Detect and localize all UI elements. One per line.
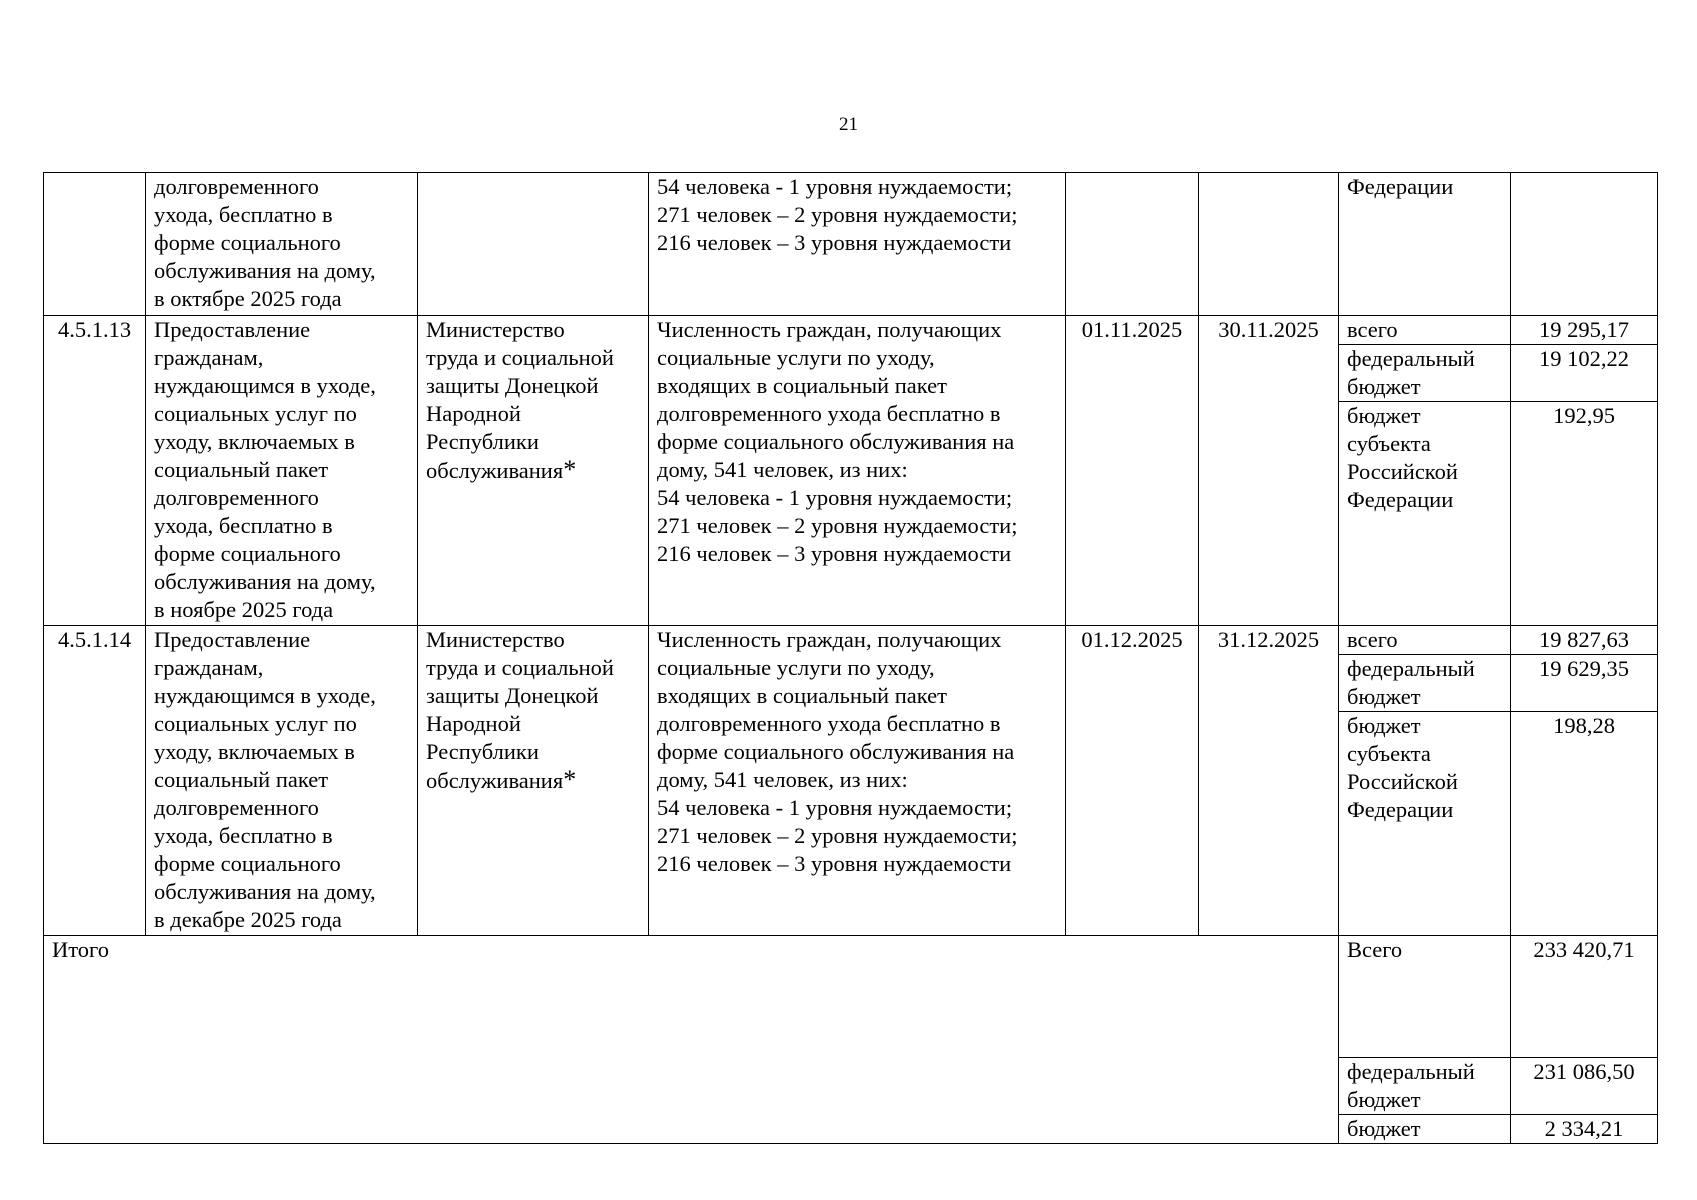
budget-source-line: бюджет [1347, 1087, 1421, 1112]
executor-line: Республики [426, 429, 539, 454]
totals-row [44, 936, 1658, 1058]
budget-source-line: бюджет [1347, 684, 1421, 709]
activity-name-line: нуждающимся в уходе, [154, 373, 376, 398]
indicator-line: социальные услуги по уходу, [657, 655, 935, 680]
executor-line-text: обслуживания [426, 458, 564, 483]
indicator-line: форме социального обслуживания на [657, 429, 1015, 454]
document-table-wrapper [43, 172, 1658, 1144]
budget-source-line: федеральный [1347, 656, 1475, 681]
indicator-line: 271 человек – 2 уровня нуждаемости; [657, 823, 1018, 848]
budget-source-line: бюджет [1347, 374, 1421, 399]
budget-source-line: федеральный [1347, 1059, 1475, 1084]
budget-source-line: бюджет [1347, 713, 1421, 738]
start-date-cell [1066, 173, 1199, 316]
indicator-line: 216 человек – 3 уровня нуждаемости [657, 230, 1012, 255]
budget-source-line: Российской [1347, 769, 1458, 794]
executor-line [426, 766, 640, 795]
indicator-line: Численность граждан, получающих [657, 627, 1002, 652]
activity-name-line: форме социального [154, 541, 341, 566]
activity-name-line: Предоставление [154, 317, 311, 342]
executor-cell [418, 316, 649, 626]
executor-line: Народной [426, 711, 521, 736]
amount-cell [1511, 173, 1658, 316]
activity-name-cell [146, 173, 418, 316]
amount-total: 19 295,17 [1511, 316, 1658, 345]
totals-all-label: Всего [1339, 936, 1511, 1058]
budget-source-line: субъекта [1347, 741, 1431, 766]
activity-name-line: обслуживания на дому, [154, 258, 376, 283]
activity-name-line: форме социального [154, 851, 341, 876]
row-number-cell [44, 173, 146, 316]
indicator-cell [649, 173, 1066, 316]
budget-source-line: федеральный [1347, 346, 1475, 371]
activity-name-line: обслуживания на дому, [154, 879, 376, 904]
indicator-line: 54 человека - 1 уровня нуждаемости; [657, 485, 1013, 510]
amount-subject: 192,95 [1511, 402, 1658, 626]
activity-name-line: форме социального [154, 230, 341, 255]
activity-name-line: нуждающимся в уходе, [154, 683, 376, 708]
budget-source-line: Федерации [1347, 487, 1454, 512]
indicator-line: 54 человека - 1 уровня нуждаемости; [657, 795, 1013, 820]
executor-line: защиты Донецкой [426, 683, 599, 708]
activity-name-line: гражданам, [154, 655, 264, 680]
activity-name-line: социальных услуг по [154, 711, 357, 736]
amount-federal: 19 629,35 [1511, 655, 1658, 712]
activity-name-line: долговременного [154, 795, 319, 820]
indicator-line: Численность граждан, получающих [657, 317, 1002, 342]
executor-line: Министерство [426, 627, 565, 652]
totals-federal-label [1339, 1058, 1511, 1115]
executor-line: труда и социальной [426, 345, 614, 370]
activity-name-line: обслуживания на дому, [154, 569, 376, 594]
footnote-asterisk: * [563, 765, 577, 794]
footnote-asterisk: * [563, 455, 577, 484]
totals-subject-label: бюджет [1339, 1115, 1511, 1144]
budget-source-subject [1339, 402, 1511, 626]
indicator-line: 216 человек – 3 уровня нуждаемости [657, 541, 1012, 566]
budget-source-label: Федерации [1347, 174, 1454, 199]
activity-name-line: долговременного [154, 174, 319, 199]
budget-source-total: всего [1339, 626, 1511, 655]
executor-line: Республики [426, 739, 539, 764]
activity-name-line: Предоставление [154, 627, 311, 652]
amount-federal: 19 102,22 [1511, 345, 1658, 402]
activity-name-line: гражданам, [154, 345, 264, 370]
activity-table [43, 172, 1658, 1144]
indicator-line: дому, 541 человек, из них: [657, 457, 908, 482]
table-row [44, 626, 1658, 655]
indicator-cell [649, 316, 1066, 626]
budget-source-line: Федерации [1347, 797, 1454, 822]
amount-total: 19 827,63 [1511, 626, 1658, 655]
activity-name-line: уходу, включаемых в [154, 739, 355, 764]
indicator-line: дому, 541 человек, из них: [657, 767, 908, 792]
budget-source-line: Российской [1347, 459, 1458, 484]
activity-name-line: ухода, бесплатно в [154, 513, 333, 538]
end-date-cell [1199, 173, 1339, 316]
budget-source-federal [1339, 345, 1511, 402]
budget-source-subject [1339, 712, 1511, 936]
executor-line [426, 456, 640, 485]
executor-line: защиты Донецкой [426, 373, 599, 398]
indicator-line: 271 человек – 2 уровня нуждаемости; [657, 202, 1018, 227]
activity-name-line: социальный пакет [154, 767, 329, 792]
activity-name-line: долговременного [154, 485, 319, 510]
executor-cell [418, 626, 649, 936]
activity-name-line: социальных услуг по [154, 401, 357, 426]
activity-name-cell [146, 316, 418, 626]
executor-line: труда и социальной [426, 655, 614, 680]
activity-name-line: в ноябре 2025 года [154, 597, 334, 622]
table-row [44, 316, 1658, 345]
budget-source-federal [1339, 655, 1511, 712]
activity-name-line: ухода, бесплатно в [154, 823, 333, 848]
totals-label: Итого [44, 936, 1339, 1144]
end-date-cell: 30.11.2025 [1199, 316, 1339, 626]
indicator-line: социальные услуги по уходу, [657, 345, 935, 370]
indicator-cell [649, 626, 1066, 936]
row-number-cell: 4.5.1.13 [44, 316, 146, 626]
indicator-line: входящих в социальный пакет [657, 373, 947, 398]
totals-federal-value: 231 086,50 [1511, 1058, 1658, 1115]
indicator-line: 54 человека - 1 уровня нуждаемости; [657, 174, 1013, 199]
budget-source-total: всего [1339, 316, 1511, 345]
activity-name-line: социальный пакет [154, 457, 329, 482]
budget-source-cell [1339, 173, 1511, 316]
budget-source-line: субъекта [1347, 431, 1431, 456]
indicator-line: форме социального обслуживания на [657, 739, 1015, 764]
indicator-line: долговременного ухода бесплатно в [657, 711, 1001, 736]
start-date-cell: 01.11.2025 [1066, 316, 1199, 626]
budget-source-line: бюджет [1347, 403, 1421, 428]
page-number: 21 [839, 114, 858, 135]
end-date-cell: 31.12.2025 [1199, 626, 1339, 936]
amount-subject: 198,28 [1511, 712, 1658, 936]
indicator-line: долговременного ухода бесплатно в [657, 401, 1001, 426]
totals-all-value: 233 420,71 [1511, 936, 1658, 1058]
table-row-continued [44, 173, 1658, 316]
executor-line-text: обслуживания [426, 768, 564, 793]
indicator-line: входящих в социальный пакет [657, 683, 947, 708]
activity-name-line: в октябре 2025 года [154, 286, 342, 311]
totals-subject-value: 2 334,21 [1511, 1115, 1658, 1144]
executor-line: Народной [426, 401, 521, 426]
indicator-line: 271 человек – 2 уровня нуждаемости; [657, 513, 1018, 538]
indicator-line: 216 человек – 3 уровня нуждаемости [657, 851, 1012, 876]
row-number-cell: 4.5.1.14 [44, 626, 146, 936]
executor-line: Министерство [426, 317, 565, 342]
executor-cell [418, 173, 649, 316]
activity-name-line: ухода, бесплатно в [154, 202, 333, 227]
activity-name-cell [146, 626, 418, 936]
start-date-cell: 01.12.2025 [1066, 626, 1199, 936]
activity-name-line: в декабре 2025 года [154, 907, 342, 932]
activity-name-line: уходу, включаемых в [154, 429, 355, 454]
